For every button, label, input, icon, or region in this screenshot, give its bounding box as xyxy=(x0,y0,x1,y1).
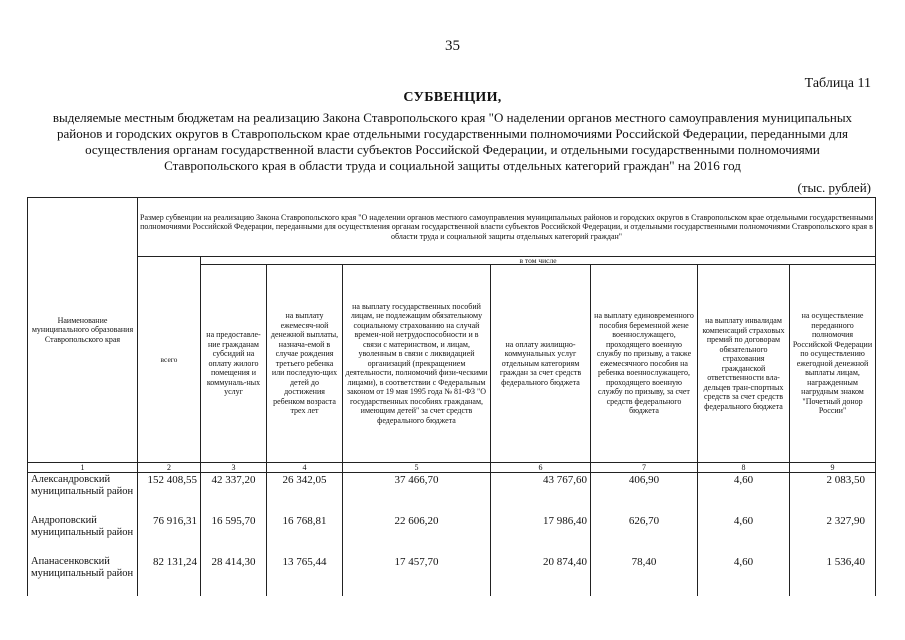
column-number: 5 xyxy=(343,463,491,473)
value-housing-subsidies: 42 337,20 xyxy=(201,473,267,515)
value-utility-payments: 43 767,60 xyxy=(491,473,591,515)
column-number: 8 xyxy=(698,463,790,473)
value-military-wife-benefit: 626,70 xyxy=(591,514,698,555)
value-donor-payment: 2 327,90 xyxy=(790,514,876,555)
value-state-benefits: 17 457,70 xyxy=(343,555,491,596)
header-housing-subsidies: на предоставле-ние гражданам субсидий на оплату жилого помещения и коммуналь-ных услуг xyxy=(201,265,267,463)
header-subvention-size: Размер субвенции на реализацию Закона Ставропольского края "О наделении органов местного самоуправления муниципальных районов и городских округов в Ставропольском крае отдельными государственными полномочиями Российской Федерации, переданными для осуществления органам государственной власти субъектов Российской Федерации, и отдельными государственными полномочиями Ставропольского края в области труда и социальной защиты отдельных категорий граждан" xyxy=(138,198,876,257)
value-state-benefits: 37 466,70 xyxy=(343,473,491,515)
header-state-benefits: на выплату государственных пособий лицам, не подлежащим обязательному социальному страхованию на случай времен-ной нетрудоспособности и в связи с материнством, и лицам, уволенным в связи с ликвидацией организаций (прекращением деятельности, полномочий физи-ческими лицами), в соответствии с Федеральным законом от 19 мая 1995 года № 81-ФЗ "О государственных пособиях гражданам, имеющим детей" за счет средств федерального бюджета xyxy=(343,265,491,463)
header-donor-payment: на осуществление переданного полномочия Российской Федерации по осуществлению ежегодной денежной выплаты лицам, награжденным нагрудным знаком "Почетный донор России" xyxy=(790,265,876,463)
value-total: 152 408,55 xyxy=(138,473,201,515)
document-title: СУБВЕНЦИИ, xyxy=(403,90,502,105)
document-subtitle: выделяемые местным бюджетам на реализацию Закона Ставропольского края "О наделении органов местного самоуправления муниципальных районов и городских округов в Ставропольском крае отдельными государственными полномочиями Российской Федерации, переданными для осуществления органам государственной власти субъектов Российской Федерации, и отдельными государственными полномочиями Ставропольского края в области труда и социальной защиты отдельных категорий граждан" на 2016 год xyxy=(52,110,853,173)
value-utility-payments: 17 986,40 xyxy=(491,514,591,555)
value-disabled-insurance: 4,60 xyxy=(698,473,790,515)
header-third-child-payment: на выплату ежемесяч-ной денежной выплаты, назнача-емой в случае рождения третьего ребенка или последую-щих детей до достижения ребенком возраста трех лет xyxy=(267,265,343,463)
units-label: (тыс. рублей) xyxy=(797,180,871,195)
municipality-name: Александровский муниципальный район xyxy=(28,473,138,515)
header-total: всего xyxy=(138,257,201,463)
column-number: 9 xyxy=(790,463,876,473)
header-disabled-insurance: на выплату инвалидам компенсаций страховых премий по договорам обязательного страхования гражданской ответственности вла-дельцев тран-спортных средств за счет средств федерального бюджета xyxy=(698,265,790,463)
value-military-wife-benefit: 406,90 xyxy=(591,473,698,515)
table-label: Таблица 11 xyxy=(804,76,871,91)
column-number: 2 xyxy=(138,463,201,473)
column-number: 3 xyxy=(201,463,267,473)
column-number: 6 xyxy=(491,463,591,473)
value-utility-payments: 20 874,40 xyxy=(491,555,591,596)
value-total: 76 916,31 xyxy=(138,514,201,555)
value-disabled-insurance: 4,60 xyxy=(698,514,790,555)
value-state-benefits: 22 606,20 xyxy=(343,514,491,555)
table-row xyxy=(28,473,876,515)
header-military-wife-benefit: на выплату единовременного пособия беременной жене военнослужащего, проходящего военную службу по призыву, а также ежемесячного пособия на ребенка военнослужащего, проходящего военную службу по призыву, за счет средств федерального бюджета xyxy=(591,265,698,463)
page-number: 35 xyxy=(445,38,460,54)
value-total: 82 131,24 xyxy=(138,555,201,596)
value-housing-subsidies: 16 595,70 xyxy=(201,514,267,555)
table-row xyxy=(28,514,876,555)
subventions-table xyxy=(27,197,876,596)
column-number: 7 xyxy=(591,463,698,473)
header-utility-payments: на оплату жилищно-коммунальных услуг отдельным категориям граждан за счет средств федерального бюджета xyxy=(491,265,591,463)
value-donor-payment: 1 536,40 xyxy=(790,555,876,596)
header-including: в том числе xyxy=(201,257,876,265)
value-housing-subsidies: 28 414,30 xyxy=(201,555,267,596)
value-third-child-payment: 16 768,81 xyxy=(267,514,343,555)
value-disabled-insurance: 4,60 xyxy=(698,555,790,596)
column-number: 1 xyxy=(28,463,138,473)
value-third-child-payment: 26 342,05 xyxy=(267,473,343,515)
value-donor-payment: 2 083,50 xyxy=(790,473,876,515)
value-military-wife-benefit: 78,40 xyxy=(591,555,698,596)
column-number: 4 xyxy=(267,463,343,473)
municipality-name: Апанасенковский муниципальный район xyxy=(28,555,138,596)
header-municipality: Наименование муниципального образования Ставропольского края xyxy=(28,198,138,463)
table-row xyxy=(28,555,876,596)
value-third-child-payment: 13 765,44 xyxy=(267,555,343,596)
municipality-name: Андроповский муниципальный район xyxy=(28,514,138,555)
